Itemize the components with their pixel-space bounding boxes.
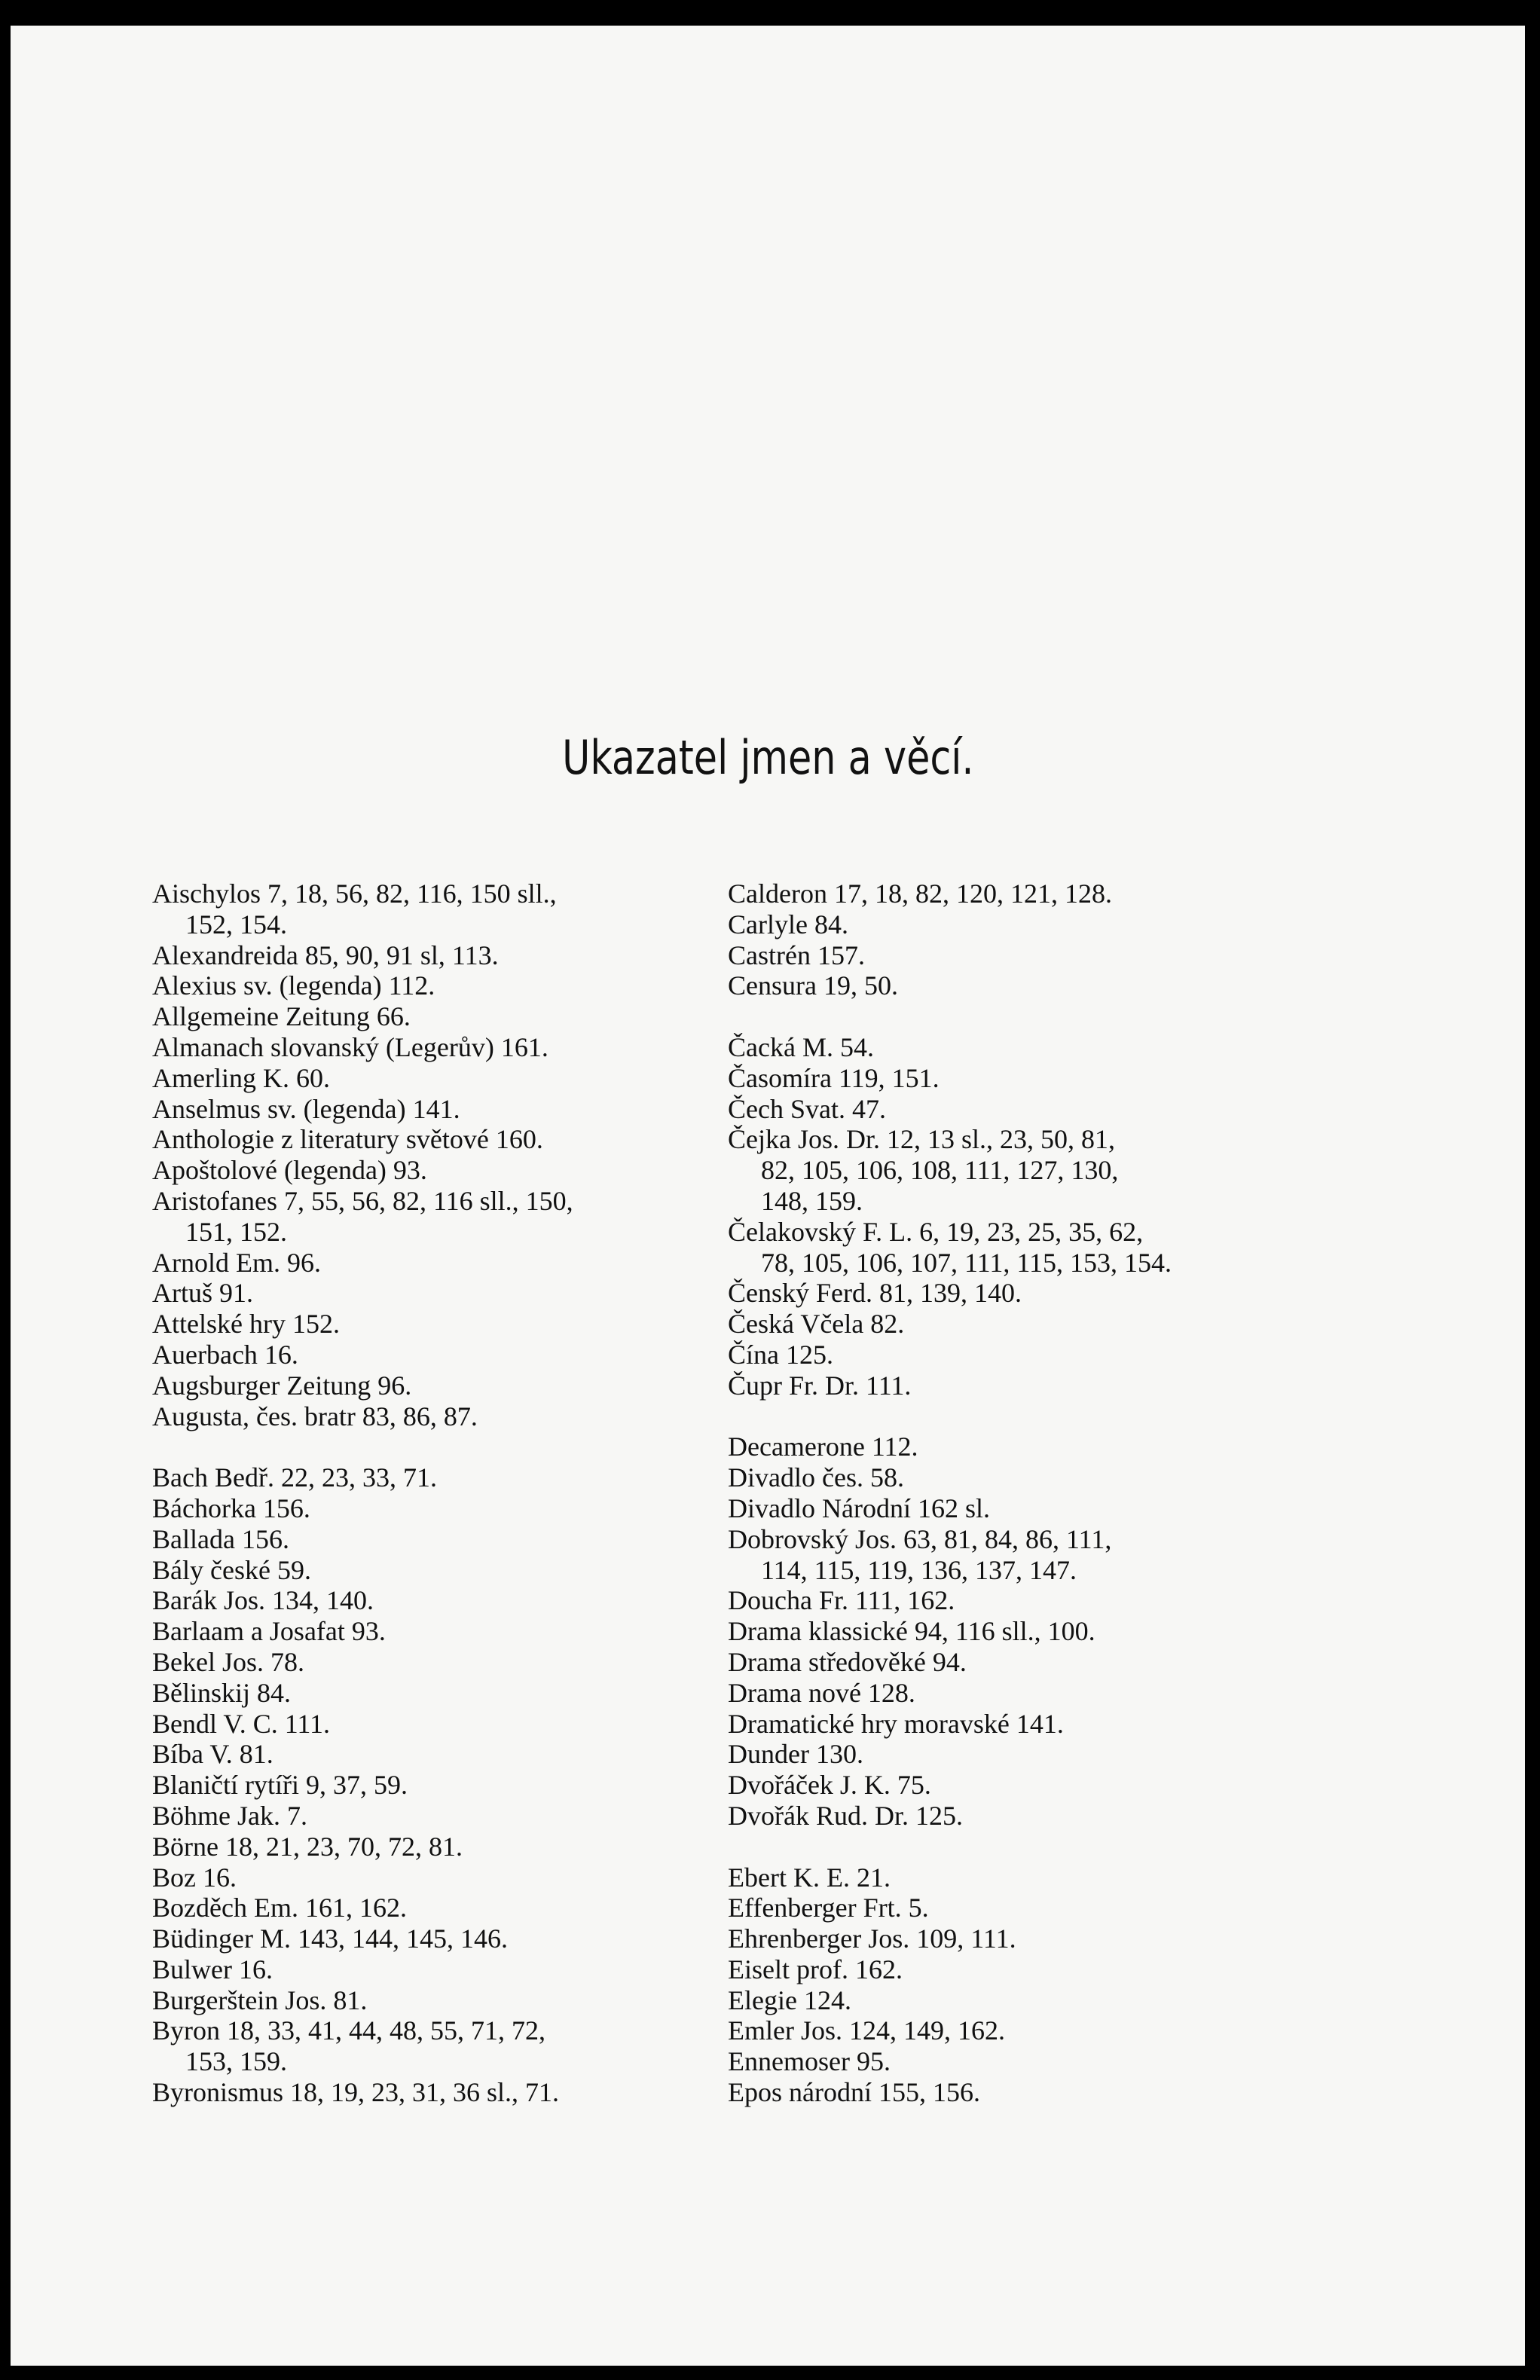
index-entry — [728, 1217, 1331, 1279]
index-entry — [152, 1923, 755, 1954]
index-entry — [728, 1647, 1331, 1678]
index-entry-line: Calderon 17, 18, 82, 120, 121, 128. — [728, 878, 1112, 909]
index-entry — [728, 1923, 1331, 1954]
index-entry — [152, 1985, 755, 2016]
index-letter-group — [728, 878, 1331, 1001]
index-entry-line: Bozděch Em. 161, 162. — [152, 1893, 407, 1923]
index-entry — [728, 940, 1331, 971]
index-entry-line: Doucha Fr. 111, 162. — [728, 1585, 955, 1616]
index-entry-line: Drama středověké 94. — [728, 1646, 967, 1677]
index-entry — [728, 1862, 1331, 1893]
index-entry-line: Anthologie z literatury světové 160. — [152, 1124, 543, 1155]
index-entry — [728, 1985, 1331, 2016]
index-entry-continuation: 153, 159. — [185, 2046, 287, 2077]
index-entry — [152, 1801, 755, 1832]
index-entry-line: Apoštolové (legenda) 93. — [152, 1155, 427, 1186]
index-entry — [728, 1309, 1331, 1340]
index-entry — [152, 1647, 755, 1678]
index-page — [11, 26, 1525, 2366]
index-entry — [152, 1309, 755, 1340]
index-entry-continuation: 151, 152. — [185, 1216, 287, 1247]
index-entry-line: Čacká M. 54. — [728, 1031, 874, 1062]
index-entry-line: Blaničtí rytíři 9, 37, 59. — [152, 1770, 408, 1801]
index-entry-line: Anselmus sv. (legenda) 141. — [152, 1093, 460, 1124]
index-entry-line: Augusta, čes. bratr 83, 86, 87. — [152, 1401, 478, 1431]
index-entry-line: Barlaam a Josafat 93. — [152, 1616, 386, 1647]
index-entry-line: Allgemeine Zeitung 66. — [152, 1001, 411, 1032]
index-entry — [728, 1954, 1331, 1985]
index-entry-line: Aischylos 7, 18, 56, 82, 116, 150 sll., — [152, 878, 557, 909]
index-entry-line: Čenský Ferd. 81, 139, 140. — [728, 1278, 1022, 1309]
index-entry-line: Böhme Jak. 7. — [152, 1800, 307, 1831]
index-entry-line: Ebert K. E. 21. — [728, 1862, 891, 1893]
index-entry — [152, 1248, 755, 1279]
index-entry-line: Byronismus 18, 19, 23, 31, 36 sl., 71. — [152, 2077, 560, 2108]
scan-left-edge — [0, 0, 11, 2380]
index-entry — [728, 2015, 1331, 2046]
index-entry — [152, 1370, 755, 1401]
index-entry-line: Báchorka 156. — [152, 1492, 310, 1523]
index-entry-line: Aristofanes 7, 55, 56, 82, 116 sll., 150, — [152, 1185, 573, 1216]
index-entry-line: Attelské hry 152. — [152, 1309, 340, 1340]
index-entry — [152, 1555, 755, 1586]
index-entry — [728, 1493, 1331, 1524]
index-entry-line: Almanach slovanský (Legerův) 161. — [152, 1031, 548, 1062]
index-entry — [728, 2046, 1331, 2077]
index-entry-line: Dunder 130. — [728, 1739, 863, 1770]
index-entry — [152, 1616, 755, 1647]
index-entry — [728, 1616, 1331, 1647]
index-entry — [152, 1032, 755, 1063]
index-entry-line: Arnold Em. 96. — [152, 1247, 321, 1278]
index-entry-line: Čupr Fr. Dr. 111. — [728, 1370, 912, 1401]
index-entry-line: Byron 18, 33, 41, 44, 48, 55, 71, 72, — [152, 2015, 545, 2046]
index-entry — [152, 1155, 755, 1186]
index-entry-line: Büdinger M. 143, 144, 145, 146. — [152, 1923, 508, 1954]
index-entry — [728, 1801, 1331, 1832]
index-entry-line: Čína 125. — [728, 1339, 833, 1370]
index-entry — [152, 2077, 755, 2108]
index-entry — [728, 2077, 1331, 2108]
index-entry — [728, 1770, 1331, 1801]
index-entry-line: Drama nové 128. — [728, 1677, 915, 1708]
index-entry-line: Ballada 156. — [152, 1523, 289, 1554]
index-entry-line: Čech Svat. 47. — [728, 1093, 886, 1124]
index-entry — [152, 1278, 755, 1309]
index-letter-group — [152, 1462, 755, 2108]
index-entry-line: Čejka Jos. Dr. 12, 13 sl., 23, 50, 81, — [728, 1124, 1116, 1155]
index-entry — [728, 1032, 1331, 1063]
index-entry-continuation: 152, 154. — [185, 909, 287, 939]
index-entry-continuation: 114, 115, 119, 136, 137, 147. — [761, 1554, 1077, 1585]
index-entry — [152, 1094, 755, 1125]
index-entry — [152, 1063, 755, 1094]
index-entry — [728, 1063, 1331, 1094]
index-entry — [728, 878, 1331, 909]
index-entry — [728, 1524, 1331, 1586]
index-entry — [728, 1739, 1331, 1770]
index-entry — [152, 940, 755, 971]
index-entry — [728, 1124, 1331, 1216]
index-entry — [152, 1739, 755, 1770]
index-entry — [728, 1678, 1331, 1709]
index-entry-line: Barák Jos. 134, 140. — [152, 1585, 374, 1616]
index-entry-line: Bíba V. 81. — [152, 1739, 273, 1770]
index-entry — [728, 1370, 1331, 1401]
index-entry — [728, 1893, 1331, 1923]
index-entry — [152, 1954, 755, 1985]
index-entry — [152, 1893, 755, 1923]
index-entry — [152, 1462, 755, 1493]
index-entry — [152, 1678, 755, 1709]
index-entry-line: Bach Bedř. 22, 23, 33, 71. — [152, 1462, 437, 1493]
index-entry-line: Elegie 124. — [728, 1984, 851, 2015]
page-title: Ukazatel jmen a věcí. — [562, 730, 974, 785]
index-entry — [152, 1862, 755, 1893]
index-column-left — [152, 878, 755, 2108]
index-entry — [152, 1493, 755, 1524]
index-entry — [152, 1585, 755, 1616]
index-entry-line: Dvořák Rud. Dr. 125. — [728, 1800, 963, 1831]
index-entry-continuation: 148, 159. — [761, 1185, 863, 1216]
index-entry — [152, 1770, 755, 1801]
index-entry — [152, 970, 755, 1001]
index-entry-line: Česká Včela 82. — [728, 1309, 905, 1340]
index-entry-line: Decamerone 112. — [728, 1431, 918, 1462]
index-entry — [152, 2015, 755, 2077]
index-entry-line: Divadlo Národní 162 sl. — [728, 1492, 990, 1523]
index-entry-line: Ehrenberger Jos. 109, 111. — [728, 1923, 1016, 1954]
index-entry — [152, 1340, 755, 1370]
index-entry — [152, 1709, 755, 1740]
index-entry-line: Auerbach 16. — [152, 1339, 298, 1370]
index-entry-line: Censura 19, 50. — [728, 970, 898, 1001]
index-entry-line: Eiselt prof. 162. — [728, 1954, 903, 1984]
index-column-right — [728, 878, 1331, 2108]
index-letter-group — [728, 1032, 1331, 1401]
index-entry — [152, 1832, 755, 1862]
index-entry-continuation: 78, 105, 106, 107, 111, 115, 153, 154. — [761, 1247, 1172, 1278]
index-entry — [152, 1001, 755, 1032]
index-entry-line: Drama klassické 94, 116 sll., 100. — [728, 1616, 1095, 1647]
index-entry-line: Börne 18, 21, 23, 70, 72, 81. — [152, 1831, 463, 1862]
index-entry-line: Bály české 59. — [152, 1554, 311, 1585]
index-entry-line: Amerling K. 60. — [152, 1062, 330, 1093]
index-entry-line: Epos národní 155, 156. — [728, 2077, 980, 2108]
index-entry — [152, 1401, 755, 1432]
index-entry-line: Augsburger Zeitung 96. — [152, 1370, 412, 1401]
index-entry — [728, 1462, 1331, 1493]
index-entry-line: Divadlo čes. 58. — [728, 1462, 904, 1493]
index-entry-line: Effenberger Frt. 5. — [728, 1893, 929, 1923]
index-entry-line: Alexius sv. (legenda) 112. — [152, 970, 435, 1001]
index-entry — [152, 878, 755, 940]
index-entry — [728, 1278, 1331, 1309]
index-entry-line: Boz 16. — [152, 1862, 237, 1893]
index-letter-group — [728, 1862, 1331, 2108]
index-entry-line: Ennemoser 95. — [728, 2046, 891, 2077]
index-entry-line: Artuš 91. — [152, 1278, 253, 1309]
index-entry-line: Bělinskij 84. — [152, 1677, 292, 1708]
index-entry — [728, 1340, 1331, 1370]
index-entry-line: Časomíra 119, 151. — [728, 1062, 940, 1093]
index-entry-continuation: 82, 105, 106, 108, 111, 127, 130, — [761, 1155, 1119, 1186]
index-entry-line: Dvořáček J. K. 75. — [728, 1770, 931, 1801]
index-entry — [728, 909, 1331, 940]
index-entry — [728, 1709, 1331, 1740]
index-entry-line: Dramatické hry moravské 141. — [728, 1708, 1064, 1739]
index-entry — [728, 970, 1331, 1001]
index-entry-line: Alexandreida 85, 90, 91 sl, 113. — [152, 939, 499, 970]
index-entry-line: Emler Jos. 124, 149, 162. — [728, 2015, 1005, 2046]
index-entry-line: Čelakovský F. L. 6, 19, 23, 25, 35, 62, — [728, 1216, 1144, 1247]
index-entry — [152, 1186, 755, 1248]
index-entry — [728, 1094, 1331, 1125]
index-entry — [728, 1585, 1331, 1616]
index-entry-line: Bekel Jos. 78. — [152, 1646, 304, 1677]
index-entry — [152, 1124, 755, 1155]
index-entry-line: Dobrovský Jos. 63, 81, 84, 86, 111, — [728, 1523, 1112, 1554]
index-entry-line: Bendl V. C. 111. — [152, 1708, 331, 1739]
index-letter-group — [152, 878, 755, 1431]
index-entry-line: Castrén 157. — [728, 939, 865, 970]
index-letter-group — [728, 1431, 1331, 1831]
index-entry — [152, 1524, 755, 1555]
index-entry-line: Bulwer 16. — [152, 1954, 273, 1984]
index-entry-line: Burgerštein Jos. 81. — [152, 1984, 368, 2015]
index-entry — [728, 1431, 1331, 1462]
index-entry-line: Carlyle 84. — [728, 909, 848, 939]
